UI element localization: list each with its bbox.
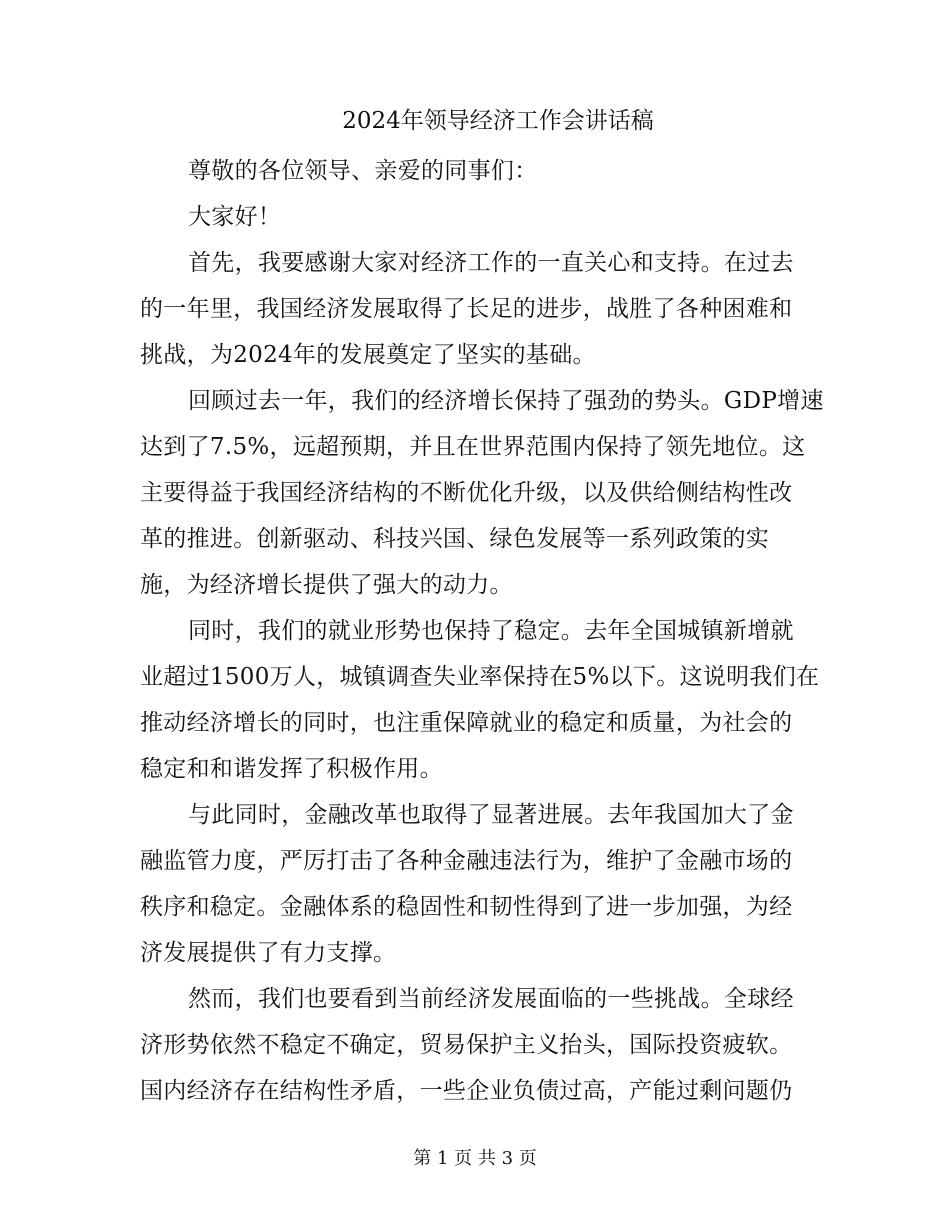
paragraph-line: 济形势依然不稳定不确定，贸易保护主义抬头，国际投资疲软。	[140, 1032, 793, 1058]
paragraph-line: 然而，我们也要看到当前经济发展面临的一些挑战。全球经	[188, 986, 794, 1012]
document-title: 2024年领导经济工作会讲话稿	[342, 108, 654, 134]
paragraph-line: 革的推进。创新驱动、科技兴国、绿色发展等一系列政策的实	[140, 526, 770, 552]
paragraph-line: 施，为经济增长提供了强大的动力。	[140, 572, 513, 598]
paragraph-line: 达到了7.5%，远超预期，并且在世界范围内保持了领先地位。这	[140, 434, 806, 460]
document-body	[140, 148, 824, 1114]
paragraph-line: 同时，我们的就业形势也保持了稳定。去年全国城镇新增就	[188, 618, 794, 644]
paragraph-line: 国内经济存在结构性矛盾，一些企业负债过高，产能过剩问题仍	[140, 1078, 793, 1104]
paragraph-line: 秩序和稳定。金融体系的稳固性和韧性得到了进一步加强，为经	[140, 894, 793, 920]
paragraph-line: 稳定和和谐发挥了积极作用。	[140, 756, 443, 782]
paragraph-line: 的一年里，我国经济发展取得了长足的进步，战胜了各种困难和	[140, 296, 793, 322]
page-footer: 第 1 页 共 3 页	[413, 1148, 537, 1169]
paragraph-line: 主要得益于我国经济结构的不断优化升级，以及供给侧结构性改	[140, 480, 793, 506]
paragraph-line: 挑战，为2024年的发展奠定了坚实的基础。	[140, 342, 596, 368]
paragraph-line: 回顾过去一年，我们的经济增长保持了强劲的势头。GDP增速	[188, 388, 824, 414]
paragraph-line: 融监管力度，严厉打击了各种金融违法行为，维护了金融市场的	[140, 848, 793, 874]
paragraph-line: 推动经济增长的同时，也注重保障就业的稳定和质量，为社会的	[140, 710, 793, 736]
paragraph-line: 业超过1500万人，城镇调查失业率保持在5%以下。这说明我们在	[140, 664, 820, 690]
paragraph-line: 与此同时，金融改革也取得了显著进展。去年我国加大了金	[188, 802, 794, 828]
paragraph-line: 济发展提供了有力支撑。	[140, 940, 397, 966]
paragraph-line: 首先，我要感谢大家对经济工作的一直关心和支持。在过去	[188, 250, 794, 276]
greeting-line: 尊敬的各位领导、亲爱的同事们：	[188, 158, 538, 184]
greeting-hello: 大家好！	[188, 204, 282, 230]
